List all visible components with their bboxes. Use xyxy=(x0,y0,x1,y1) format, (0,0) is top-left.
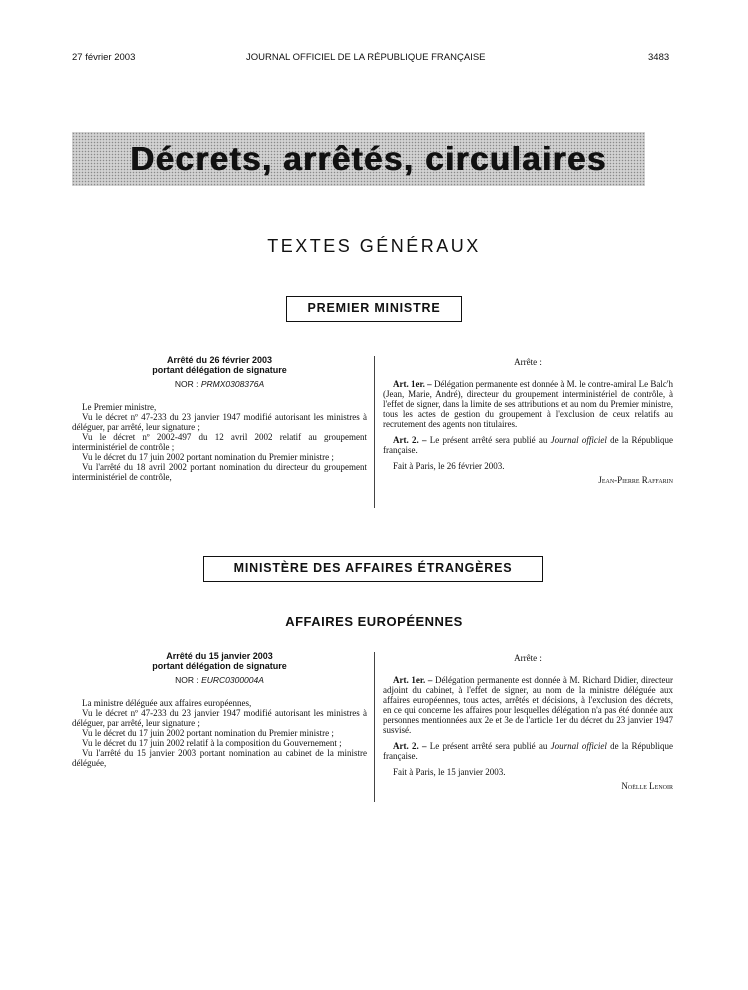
article-label: Art. 1er. – xyxy=(393,675,433,685)
article-2 xyxy=(383,435,673,455)
article-text: Le présent arrêté sera publié au xyxy=(429,435,548,445)
signature: Jean-Pierre Raffarin xyxy=(598,475,673,485)
ministry-box-premier-ministre: PREMIER MINISTRE xyxy=(286,296,462,322)
article-text: Délégation permanente est donnée à M. le contre-amiral Le Balc'h (Jean, Marie, André), directeur du groupement interministériel de contrôle, à l'effet de signer, dans la limite de ses attributions et au nom du Premier ministre, tous les actes de gestion du groupement à l'exclusion de ceux relatifs au recrutement des agents non titulaires. xyxy=(383,379,674,429)
visa-item: Vu l'arrêté du 15 janvier 2003 portant nomination au cabinet de la ministre déléguée, xyxy=(72,748,367,768)
nor-reference xyxy=(72,379,367,389)
article-label: Art. 2. – xyxy=(393,435,427,445)
visas-block xyxy=(72,698,367,768)
mae-decree-right-column xyxy=(383,653,673,791)
nor-code: EURC0300004A xyxy=(201,675,264,685)
header-date: 27 février 2003 xyxy=(72,52,136,63)
section-banner xyxy=(72,132,645,186)
visa-item: Vu le décret du 17 juin 2002 relatif à la composition du Gouvernement ; xyxy=(82,738,342,748)
article-text: de la République française. xyxy=(383,741,674,761)
article-label: Art. 1er. – xyxy=(393,379,432,389)
signature: Noëlle Lenoir xyxy=(621,781,673,791)
arrete-line: Arrête : xyxy=(514,653,542,663)
journal-name: Journal officiel xyxy=(550,741,607,751)
visa-item: Vu le décret du 17 juin 2002 portant nomination du Premier ministre ; xyxy=(82,728,334,738)
visa-item: Vu le décret nº 2002-497 du 12 avril 2002 relatif au groupement interministériel de contrôle ; xyxy=(72,432,367,452)
nor-label: NOR : xyxy=(175,675,199,685)
ministry-box-affaires-etrangeres: MINISTÈRE DES AFFAIRES ÉTRANGÈRES xyxy=(203,556,543,582)
pm-decree-right-column xyxy=(383,357,673,485)
nor-reference xyxy=(72,675,367,685)
fait-line: Fait à Paris, le 15 janvier 2003. xyxy=(393,767,506,777)
pm-decree-left-column xyxy=(72,355,367,482)
visa-item: Vu le décret nº 47-233 du 23 janvier 1947 modifié autorisant les ministres à déléguer, par arrêté, leur signature ; xyxy=(72,412,367,432)
journal-name: Journal officiel xyxy=(550,435,607,445)
article-text: Le présent arrêté sera publié au xyxy=(429,741,548,751)
header-page-number: 3483 xyxy=(648,52,670,63)
column-divider xyxy=(374,356,375,508)
nor-code: PRMX0308376A xyxy=(200,379,265,389)
article-2 xyxy=(383,741,673,761)
decree-subheading: portant délégation de signature xyxy=(152,661,287,671)
subsection-title: AFFAIRES EUROPÉENNES xyxy=(285,614,463,629)
article-text: de la République française. xyxy=(383,435,674,455)
article-1 xyxy=(383,675,673,735)
banner-title: Décrets, arrêtés, circulaires xyxy=(130,140,607,177)
article-text: Délégation permanente est donnée à M. Richard Didier, directeur adjoint du cabinet, à l'effet de signer, au nom de la ministre déléguée aux affaires européennes, tous actes, arrêtés et décisions, à l'exclusion des décrets, en ce qui concerne les affaires pour lesquelles délégation n'a pas été donnée aux personnes mentionnées aux 2e et 3e de l'article 1er du décret du 23 janvier 1947 susvisé. xyxy=(383,675,674,735)
visas-block xyxy=(72,402,367,482)
fait-line: Fait à Paris, le 26 février 2003. xyxy=(393,461,505,471)
visa-item: Vu le décret du 17 juin 2002 portant nomination du Premier ministre ; xyxy=(82,452,334,462)
article-1 xyxy=(383,379,673,429)
intro-line: La ministre déléguée aux affaires européennes, xyxy=(82,698,252,708)
visa-item: Vu l'arrêté du 18 avril 2002 portant nomination du directeur du groupement interministériel de contrôle, xyxy=(72,462,367,482)
intro-line: Le Premier ministre, xyxy=(82,402,157,412)
article-label: Art. 2. – xyxy=(393,741,427,751)
mae-decree-left-column xyxy=(72,651,367,768)
decree-heading: Arrêté du 26 février 2003 xyxy=(166,355,273,365)
nor-label: NOR : xyxy=(174,379,199,389)
visa-item: Vu le décret nº 47-233 du 23 janvier 1947 modifié autorisant les ministres à déléguer, par arrêté, leur signature ; xyxy=(72,708,367,728)
header-journal-title: JOURNAL OFFICIEL DE LA RÉPUBLIQUE FRANÇAISE xyxy=(246,52,486,63)
decree-subheading: portant délégation de signature xyxy=(152,365,287,375)
decree-heading: Arrêté du 15 janvier 2003 xyxy=(166,651,273,661)
section-title: TEXTES GÉNÉRAUX xyxy=(267,236,481,256)
column-divider xyxy=(374,652,375,802)
arrete-line: Arrête : xyxy=(514,357,542,367)
